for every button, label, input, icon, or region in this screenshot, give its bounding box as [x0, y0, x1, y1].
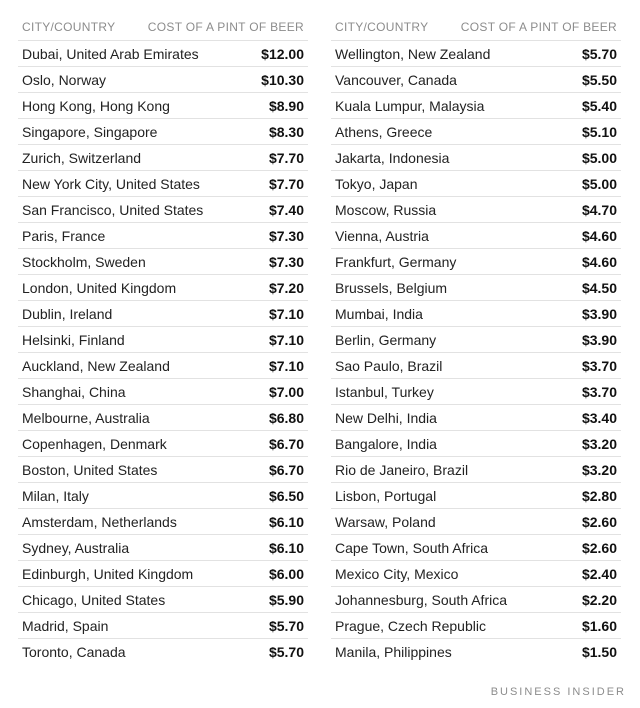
table-row [331, 300, 621, 326]
table-row [331, 274, 621, 300]
city-cell: Milan, Italy [22, 487, 89, 504]
beer-price-table-left [18, 14, 308, 664]
table-row [331, 144, 621, 170]
city-cell: Bangalore, India [335, 435, 437, 452]
price-cell: $7.20 [268, 279, 304, 296]
city-cell: Wellington, New Zealand [335, 45, 491, 62]
price-cell: $7.10 [268, 331, 304, 348]
table-row [331, 404, 621, 430]
city-cell: Boston, United States [22, 461, 158, 478]
cost-column-header: COST OF A PINT OF BEER [460, 20, 617, 34]
city-cell: Melbourne, Australia [22, 409, 150, 426]
city-cell: Moscow, Russia [335, 201, 437, 218]
price-cell: $5.70 [581, 45, 617, 62]
table-row [331, 560, 621, 586]
table-row [18, 352, 308, 378]
city-cell: Stockholm, Sweden [22, 253, 146, 270]
table-row [331, 508, 621, 534]
city-cell: Manila, Philippines [335, 643, 452, 660]
city-cell: Madrid, Spain [22, 617, 109, 634]
table-row [331, 40, 621, 66]
city-cell: Berlin, Germany [335, 331, 437, 348]
table-row [331, 118, 621, 144]
city-cell: Mexico City, Mexico [335, 565, 459, 582]
city-column-header: CITY/COUNTRY [335, 20, 429, 34]
table-row [18, 404, 308, 430]
city-cell: Amsterdam, Netherlands [22, 513, 177, 530]
table-row [331, 586, 621, 612]
price-cell: $3.90 [581, 305, 617, 322]
price-cell: $7.40 [268, 201, 304, 218]
table-row [331, 482, 621, 508]
price-cell: $4.70 [581, 201, 617, 218]
price-cell: $7.00 [268, 383, 304, 400]
table-row [331, 92, 621, 118]
table-row [18, 378, 308, 404]
city-cell: Prague, Czech Republic [335, 617, 486, 634]
price-cell: $3.20 [581, 435, 617, 452]
price-cell: $2.20 [581, 591, 617, 608]
city-cell: Warsaw, Poland [335, 513, 436, 530]
city-cell: Vienna, Austria [335, 227, 429, 244]
city-cell: Paris, France [22, 227, 106, 244]
city-cell: Vancouver, Canada [335, 71, 457, 88]
city-cell: Johannesburg, South Africa [335, 591, 508, 608]
table-row [18, 508, 308, 534]
city-cell: New York City, United States [22, 175, 200, 192]
table-row [331, 534, 621, 560]
table-row [331, 66, 621, 92]
city-cell: Dublin, Ireland [22, 305, 113, 322]
city-cell: Cape Town, South Africa [335, 539, 489, 556]
price-cell: $4.50 [581, 279, 617, 296]
table-row [331, 456, 621, 482]
table-row [331, 248, 621, 274]
cost-column-header: COST OF A PINT OF BEER [147, 20, 304, 34]
table-row [331, 638, 621, 664]
table-row [331, 352, 621, 378]
city-cell: Sydney, Australia [22, 539, 130, 556]
price-cell: $1.60 [581, 617, 617, 634]
city-cell: Mumbai, India [335, 305, 423, 322]
price-cell: $5.00 [581, 149, 617, 166]
price-cell: $3.40 [581, 409, 617, 426]
table-row [331, 378, 621, 404]
table-row [18, 300, 308, 326]
price-cell: $3.90 [581, 331, 617, 348]
price-cell: $5.00 [581, 175, 617, 192]
table-row [331, 196, 621, 222]
table-row [18, 482, 308, 508]
price-cell: $8.30 [268, 123, 304, 140]
city-cell: Helsinki, Finland [22, 331, 125, 348]
price-cell: $6.10 [268, 539, 304, 556]
city-cell: Rio de Janeiro, Brazil [335, 461, 469, 478]
brand-logo: BUSINESS INSIDER [490, 686, 626, 698]
table-header [331, 14, 621, 40]
city-cell: Hong Kong, Hong Kong [22, 97, 170, 114]
price-cell: $6.10 [268, 513, 304, 530]
price-cell: $12.00 [261, 45, 304, 62]
city-cell: Zurich, Switzerland [22, 149, 142, 166]
table-row [331, 430, 621, 456]
city-cell: Edinburgh, United Kingdom [22, 565, 194, 582]
price-cell: $8.90 [268, 97, 304, 114]
beer-price-table-right [331, 14, 621, 664]
table-row [18, 92, 308, 118]
city-cell: Sao Paulo, Brazil [335, 357, 443, 374]
price-cell: $7.30 [268, 227, 304, 244]
city-cell: New Delhi, India [335, 409, 437, 426]
table-row [18, 456, 308, 482]
table-row [18, 612, 308, 638]
price-cell: $2.40 [581, 565, 617, 582]
city-cell: Shanghai, China [22, 383, 126, 400]
table-header [18, 14, 308, 40]
table-row [18, 66, 308, 92]
city-cell: Chicago, United States [22, 591, 166, 608]
price-cell: $5.90 [268, 591, 304, 608]
table-row [331, 612, 621, 638]
price-cell: $5.10 [581, 123, 617, 140]
price-cell: $7.30 [268, 253, 304, 270]
price-cell: $5.70 [268, 643, 304, 660]
city-cell: Auckland, New Zealand [22, 357, 170, 374]
table-body [18, 40, 308, 664]
table-row [18, 248, 308, 274]
price-cell: $3.70 [581, 357, 617, 374]
table-row [18, 170, 308, 196]
table-row [18, 118, 308, 144]
price-cell: $7.70 [268, 149, 304, 166]
price-cell: $6.50 [268, 487, 304, 504]
price-cell: $4.60 [581, 253, 617, 270]
city-cell: San Francisco, United States [22, 201, 204, 218]
table-row [18, 40, 308, 66]
price-cell: $6.70 [268, 461, 304, 478]
city-cell: Kuala Lumpur, Malaysia [335, 97, 485, 114]
price-cell: $2.60 [581, 513, 617, 530]
city-cell: Istanbul, Turkey [335, 383, 434, 400]
city-cell: Dubai, United Arab Emirates [22, 45, 199, 62]
price-cell: $2.60 [581, 539, 617, 556]
table-row [18, 144, 308, 170]
city-cell: Copenhagen, Denmark [22, 435, 167, 452]
price-cell: $3.20 [581, 461, 617, 478]
table-row [18, 534, 308, 560]
price-cell: $6.00 [268, 565, 304, 582]
table-row [331, 326, 621, 352]
table-row [331, 170, 621, 196]
price-cell: $7.10 [268, 305, 304, 322]
price-cell: $6.80 [268, 409, 304, 426]
city-cell: Brussels, Belgium [335, 279, 448, 296]
price-cell: $5.40 [581, 97, 617, 114]
table-row [18, 326, 308, 352]
table-row [18, 196, 308, 222]
city-cell: Toronto, Canada [22, 643, 126, 660]
table-row [18, 638, 308, 664]
price-cell: $5.70 [268, 617, 304, 634]
table-row [18, 560, 308, 586]
city-cell: Oslo, Norway [22, 71, 107, 88]
city-cell: Athens, Greece [335, 123, 433, 140]
table-row [18, 222, 308, 248]
table-row [18, 274, 308, 300]
city-column-header: CITY/COUNTRY [22, 20, 116, 34]
city-cell: Singapore, Singapore [22, 123, 158, 140]
city-cell: London, United Kingdom [22, 279, 177, 296]
price-cell: $2.80 [581, 487, 617, 504]
price-cell: $1.50 [581, 643, 617, 660]
city-cell: Lisbon, Portugal [335, 487, 437, 504]
table-row [18, 586, 308, 612]
price-cell: $7.10 [268, 357, 304, 374]
table-row [18, 430, 308, 456]
table-body [331, 40, 621, 664]
city-cell: Tokyo, Japan [335, 175, 418, 192]
price-cell: $6.70 [268, 435, 304, 452]
price-cell: $3.70 [581, 383, 617, 400]
price-cell: $4.60 [581, 227, 617, 244]
table-row [331, 222, 621, 248]
city-cell: Frankfurt, Germany [335, 253, 457, 270]
price-cell: $5.50 [581, 71, 617, 88]
city-cell: Jakarta, Indonesia [335, 149, 450, 166]
price-cell: $7.70 [268, 175, 304, 192]
price-cell: $10.30 [261, 71, 304, 88]
